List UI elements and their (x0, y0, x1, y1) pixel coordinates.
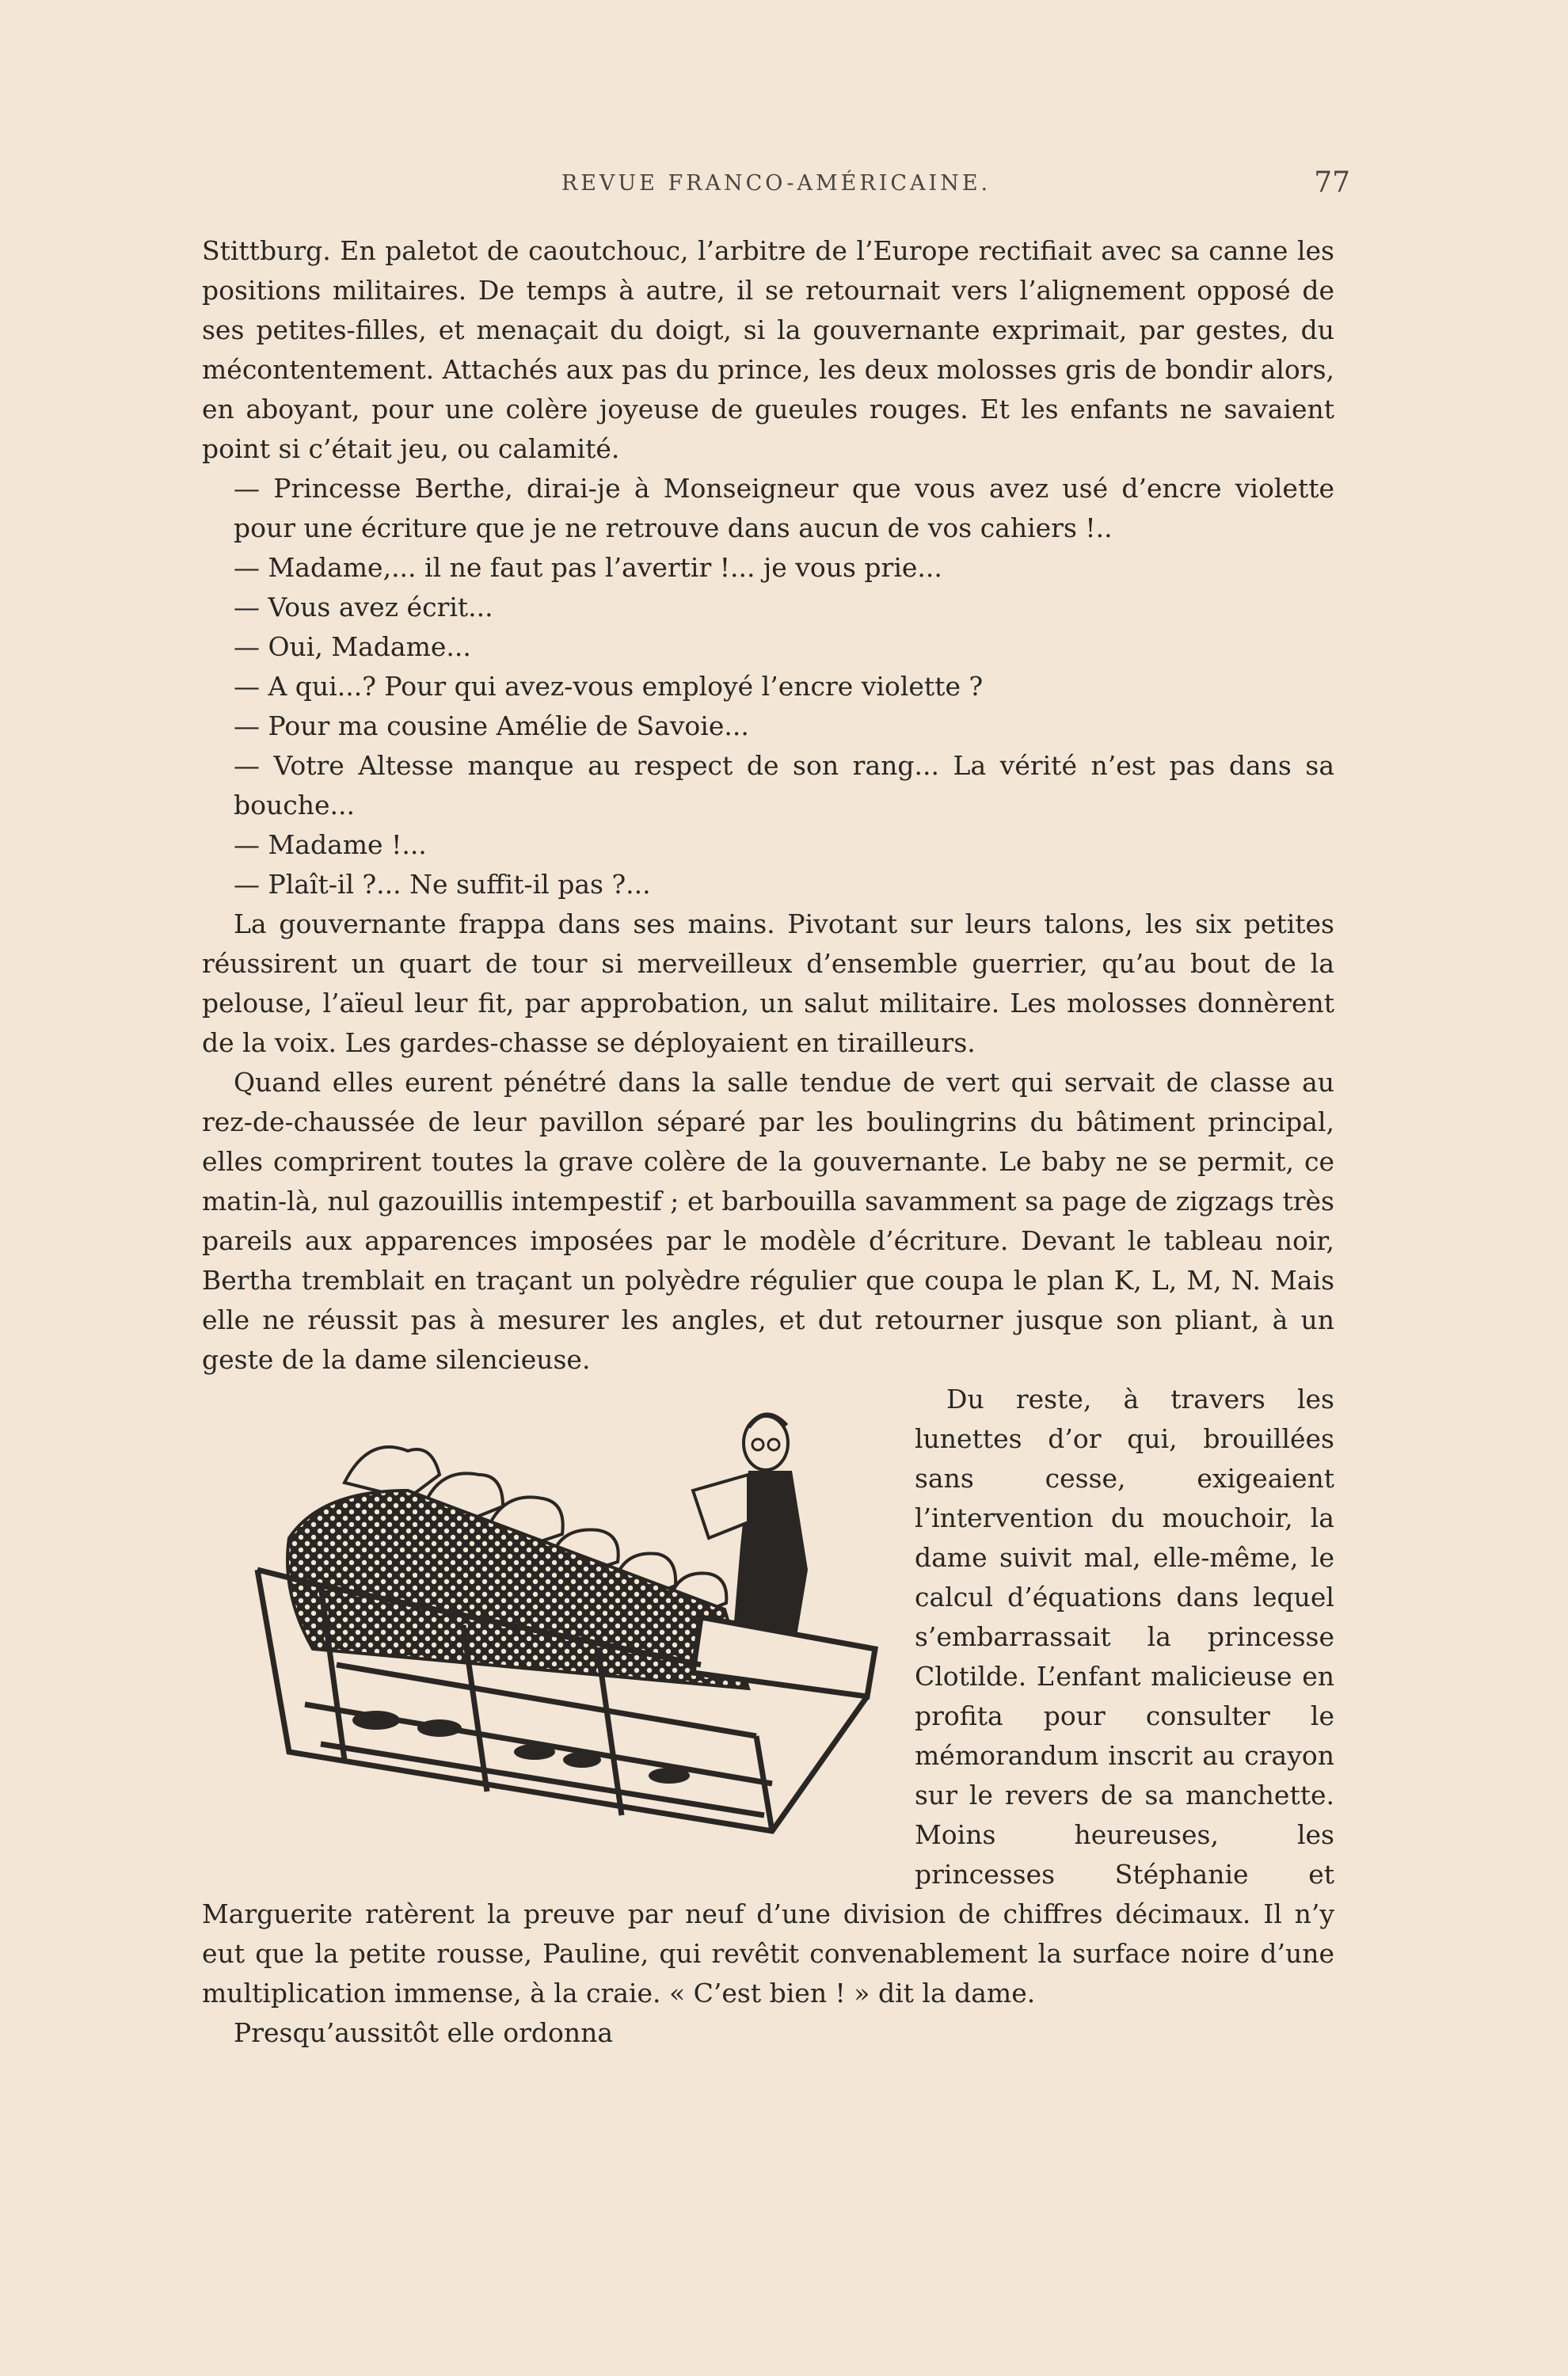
paragraph: Du reste, à travers les lunettes d’or qui, brouillées sans cesse, exigeaient l’intervention du mouchoir, la dame suivit mal, elle-même, le calcul d’équations dans lequel s’embarrassait la princesse Clotilde. L’enfant malicieuse en profita pour consulter le mémorandum inscrit au crayon sur le revers de sa manchette. Moins heureuses, les princesses Stéphanie et Marguerite ratèrent la preuve par neuf d’une division de chiffres décimaux. Il n’y eut que la petite rousse, Pauline, qui revêtit convenablement la surface noire d’une multiplication immense, à la craie. « C’est bien ! » dit la dame. (202, 1384, 1334, 2009)
dialogue-line: — Oui, Madame... (234, 631, 471, 662)
dialogue-line: — Madame !... (234, 829, 427, 860)
paragraph: La gouvernante frappa dans ses mains. Pivotant sur leurs talons, les six petites réussirent un quart de tour si merveilleux d’ensemble guerrier, qu’au bout de la pelouse, l’aïeul leur fit, par approbation, un salut militaire. Les molosses donnèrent de la voix. Les gardes-chasse se déployaient en tirailleurs. (202, 908, 1334, 1058)
dialogue-line: — A qui...? Pour qui avez-vous employé l’encre violette ? (234, 671, 984, 702)
dialogue-line: — Princesse Berthe, dirai-je à Monseigneur que vous avez usé d’encre violette pour une écriture que je ne retrouve dans aucun de vos cahiers !.. (234, 473, 1334, 543)
running-title: REVUE FRANCO-AMÉRICAINE. (561, 171, 991, 196)
text-body (202, 231, 1334, 2053)
dialogue-line: — Madame,... il ne faut pas l’avertir !... je vous prie... (234, 552, 942, 583)
classroom-illustration (202, 1388, 915, 1863)
paragraph: Quand elles eurent pénétré dans la salle tendue de vert qui servait de classe au rez-de-chaussée de leur pavillon séparé par les boulingrins du bâtiment principal, elles comprirent toutes la grave colère de la gouvernante. Le baby ne se permit, ce matin-là, nul gazouillis intempestif ; et barbouilla savamment sa page de zigzags très pareils aux apparences imposées par le modèle d’écriture. Devant le tableau noir, Bertha tremblait en traçant un polyèdre régulier que coupa le plan K, L, M, N. Mais elle ne réussit pas à mesurer les angles, et dut retourner jusque son pliant, à un geste de la dame silencieuse. (202, 1067, 1334, 1375)
page-number: 77 (1314, 166, 1350, 199)
classroom-drawing (202, 1388, 915, 1863)
dialogue-line: — Pour ma cousine Amélie de Savoie... (234, 710, 749, 741)
dialogue-line: — Plaît-il ?... Ne suffit-il pas ?... (234, 869, 651, 900)
paragraph: Stittburg. En paletot de caoutchouc, l’arbitre de l’Europe rectifiait avec sa canne les positions militaires. De temps à autre, il se retournait vers l’alignement opposé de ses petites-filles, et menaçait du doigt, si la gouvernante exprimait, par gestes, du mécontentement. Attachés aux pas du prince, les deux molosses gris de bondir alors, en aboyant, pour une colère joyeuse de gueules rouges. Et les enfants ne savaient point si c’était jeu, ou calamité. (202, 235, 1334, 464)
paragraph: Presqu’aussitôt elle ordonna (234, 2017, 614, 2048)
dialogue-line: — Vous avez écrit... (234, 592, 493, 623)
dialogue-line: — Votre Altesse manque au respect de son rang... La vérité n’est pas dans sa bouche... (234, 750, 1334, 821)
